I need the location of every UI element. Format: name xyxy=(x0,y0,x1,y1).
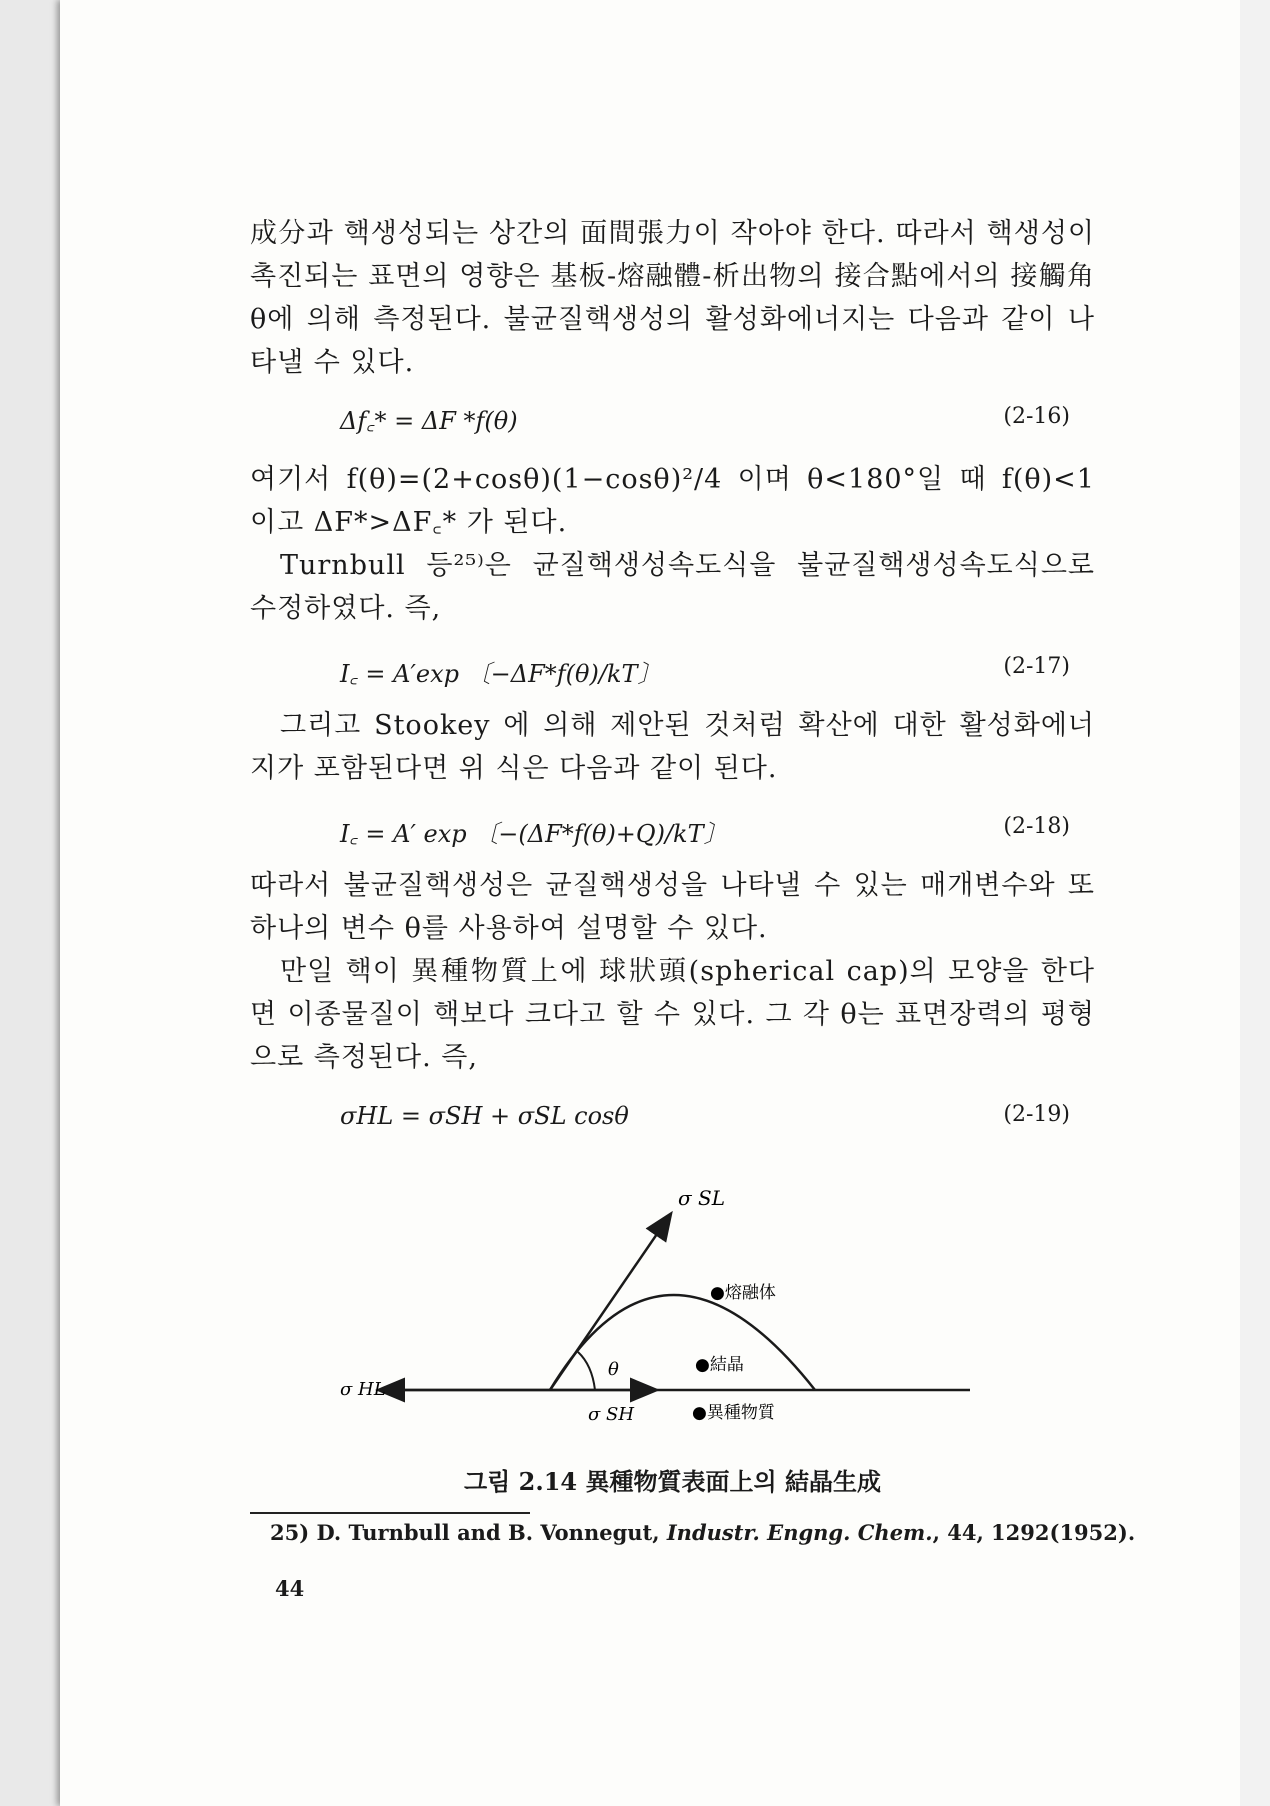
equation-formula: Δf꜀* = ΔF *f(θ) xyxy=(340,407,518,435)
theta-arc xyxy=(578,1352,595,1390)
figure-caption: 그림 2.14 異種物質表面上의 結晶生成 xyxy=(463,1467,882,1496)
footnote xyxy=(270,1520,1135,1545)
sigma-hl-label: σ HL xyxy=(340,1379,386,1400)
paragraph-6: 만일 핵이 異種物質上에 球狀頭(spherical cap)의 모양을 한다면 이종물질이 핵보다 크다고 할 수 있다. 그 각 θ는 표면장력의 평형으로 측정된다. 즉, xyxy=(250,956,1095,1073)
footnote-rule xyxy=(250,1512,530,1514)
equation-number: (2-18) xyxy=(1003,814,1070,839)
melt-label: ●熔融体 xyxy=(710,1283,776,1303)
equation-formula: I꜀ = A′exp 〔−ΔF*f(θ)/kT〕 xyxy=(340,660,662,688)
paragraph-3: Turnbull 등²⁵⁾은 균질핵생성속도식을 불균질핵생성속도식으로 수정하였다. 즉, xyxy=(250,550,1095,624)
equation-2-16 xyxy=(340,404,1070,437)
equation-number: (2-19) xyxy=(1003,1102,1070,1127)
equation-number: (2-17) xyxy=(1003,654,1070,679)
equation-2-18 xyxy=(340,814,1070,850)
sigma-sl-label: σ SL xyxy=(678,1186,725,1210)
equation-formula: σHL = σSH + σSL cosθ xyxy=(340,1102,629,1130)
equation-2-17 xyxy=(340,654,1070,690)
paragraph-1: 成分과 핵생성되는 상간의 面間張力이 작아야 한다. 따라서 핵생성이 촉진되는 표면의 영향은 基板-熔融體-析出物의 接合點에서의 接觸角 θ에 의해 측정된다. 불균질핵생성의 활성화에너지는 다음과 같이 나타낼 수 있다. xyxy=(250,218,1095,378)
footnote-suffix: , 44, 1292(1952). xyxy=(932,1520,1136,1545)
footnote-journal: Industr. Engng. Chem. xyxy=(666,1520,933,1545)
paragraph-5: 따라서 불균질핵생성은 균질핵생성을 나타낼 수 있는 매개변수와 또 하나의 변수 θ를 사용하여 설명할 수 있다. xyxy=(250,870,1095,944)
paragraph-2: 여기서 f(θ)=(2+cosθ)(1−cosθ)²/4 이며 θ<180°일 때 f(θ)<1 이고 ΔF*>ΔF꜀* 가 된다. xyxy=(250,464,1095,538)
paragraph-4: 그리고 Stookey 에 의해 제안된 것처럼 확산에 대한 활성화에너지가 포함된다면 위 식은 다음과 같이 된다. xyxy=(250,710,1095,784)
equation-formula: I꜀ = A′ exp 〔−(ΔF*f(θ)+Q)/kT〕 xyxy=(340,820,728,848)
book-gutter xyxy=(0,0,60,1806)
substrate-label: ●異種物質 xyxy=(692,1403,775,1423)
equation-2-19 xyxy=(340,1102,1070,1130)
crystal-label: ●結晶 xyxy=(695,1355,744,1375)
nucleation-diagram xyxy=(330,1180,990,1440)
page-number: 44 xyxy=(275,1576,305,1601)
page-edge xyxy=(1240,0,1270,1806)
spherical-cap xyxy=(550,1295,815,1390)
sigma-sh-label: σ SH xyxy=(588,1404,635,1425)
theta-label: θ xyxy=(608,1359,619,1380)
footnote-prefix: 25) D. Turnbull and B. Vonnegut, xyxy=(270,1520,667,1545)
equation-number: (2-16) xyxy=(1003,404,1070,429)
